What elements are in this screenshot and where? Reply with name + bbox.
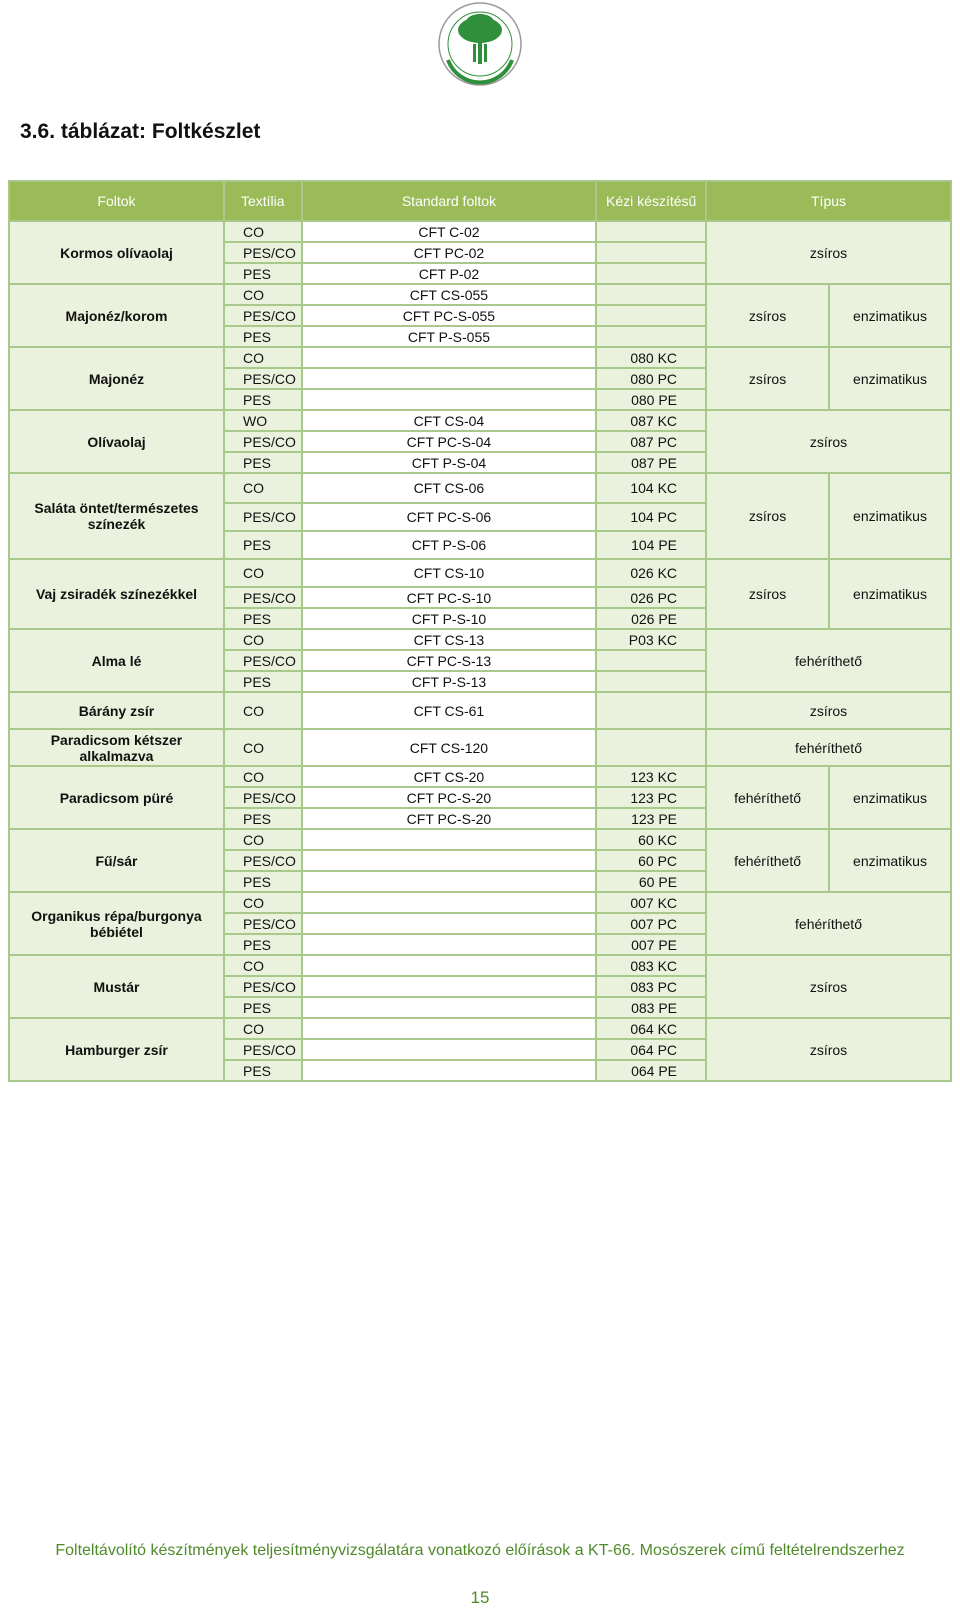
type-cell: enzimatikus <box>829 347 951 410</box>
textile-cell: PES <box>224 389 302 410</box>
header-foltok: Foltok <box>9 181 224 221</box>
textile-cell: CO <box>224 559 302 587</box>
handmade-cell: 026 KC <box>596 559 706 587</box>
table-row <box>9 892 951 913</box>
handmade-cell: 080 KC <box>596 347 706 368</box>
table-row <box>9 766 951 787</box>
type-cell: zsíros <box>706 1018 951 1081</box>
handmade-cell: 087 PC <box>596 431 706 452</box>
textile-cell: PES <box>224 997 302 1018</box>
header-tipus: Típus <box>706 181 951 221</box>
handmade-cell: 104 PC <box>596 503 706 531</box>
handmade-cell: 087 KC <box>596 410 706 431</box>
textile-cell: PES <box>224 934 302 955</box>
stain-name-cell: Alma lé <box>9 629 224 692</box>
standard-stain-cell: CFT CS-20 <box>302 766 597 787</box>
stain-name-cell: Saláta öntet/természetes színezék <box>9 473 224 559</box>
textile-cell: PES/CO <box>224 650 302 671</box>
textile-cell: PES <box>224 871 302 892</box>
textile-cell: CO <box>224 347 302 368</box>
table-row <box>9 473 951 503</box>
type-cell: enzimatikus <box>829 559 951 629</box>
textile-cell: CO <box>224 629 302 650</box>
handmade-cell: 080 PE <box>596 389 706 410</box>
standard-stain-cell <box>302 389 597 410</box>
textile-cell: PES/CO <box>224 305 302 326</box>
stain-name-cell: Olívaolaj <box>9 410 224 473</box>
stain-name-cell: Organikus répa/burgonya bébiétel <box>9 892 224 955</box>
textile-cell: CO <box>224 221 302 242</box>
table-row <box>9 692 951 729</box>
handmade-cell: 60 KC <box>596 829 706 850</box>
stain-name-cell: Paradicsom püré <box>9 766 224 829</box>
textile-cell: CO <box>224 692 302 729</box>
textile-cell: PES/CO <box>224 787 302 808</box>
textile-cell: CO <box>224 473 302 503</box>
standard-stain-cell: CFT CS-13 <box>302 629 597 650</box>
type-cell: enzimatikus <box>829 829 951 892</box>
stain-name-cell: Kormos olívaolaj <box>9 221 224 284</box>
textile-cell: CO <box>224 284 302 305</box>
stain-name-cell: Majonéz <box>9 347 224 410</box>
standard-stain-cell <box>302 997 597 1018</box>
handmade-cell <box>596 692 706 729</box>
textile-cell: PES/CO <box>224 503 302 531</box>
standard-stain-cell <box>302 892 597 913</box>
standard-stain-cell: CFT PC-S-06 <box>302 503 597 531</box>
textile-cell: PES <box>224 608 302 629</box>
textile-cell: PES/CO <box>224 242 302 263</box>
type-cell: zsíros <box>706 284 829 347</box>
handmade-cell <box>596 650 706 671</box>
textile-cell: PES <box>224 1060 302 1081</box>
handmade-cell: 026 PC <box>596 587 706 608</box>
standard-stain-cell: CFT P-02 <box>302 263 597 284</box>
type-cell: zsíros <box>706 559 829 629</box>
standard-stain-cell: CFT PC-S-13 <box>302 650 597 671</box>
stain-name-cell: Mustár <box>9 955 224 1018</box>
textile-cell: CO <box>224 729 302 766</box>
handmade-cell <box>596 671 706 692</box>
handmade-cell: 080 PC <box>596 368 706 389</box>
handmade-cell: P03 KC <box>596 629 706 650</box>
type-cell: zsíros <box>706 473 829 559</box>
textile-cell: PES/CO <box>224 587 302 608</box>
type-cell: enzimatikus <box>829 473 951 559</box>
handmade-cell <box>596 263 706 284</box>
handmade-cell: 60 PC <box>596 850 706 871</box>
handmade-cell: 123 PE <box>596 808 706 829</box>
type-cell: fehéríthető <box>706 629 951 692</box>
stain-name-cell: Paradicsom kétszer alkalmazva <box>9 729 224 766</box>
type-cell: enzimatikus <box>829 284 951 347</box>
table-row <box>9 284 951 305</box>
standard-stain-cell: CFT CS-06 <box>302 473 597 503</box>
standard-stain-cell: CFT PC-S-20 <box>302 808 597 829</box>
type-cell: enzimatikus <box>829 766 951 829</box>
standard-stain-cell: CFT P-S-06 <box>302 531 597 559</box>
type-cell: fehéríthető <box>706 766 829 829</box>
standard-stain-cell: CFT CS-120 <box>302 729 597 766</box>
stain-name-cell: Hamburger zsír <box>9 1018 224 1081</box>
standard-stain-cell <box>302 347 597 368</box>
standard-stain-cell: CFT P-S-10 <box>302 608 597 629</box>
handmade-cell: 083 KC <box>596 955 706 976</box>
standard-stain-cell: CFT PC-S-10 <box>302 587 597 608</box>
page-footer: Folteltávolító készítmények teljesítményvizsgálatára vonatkozó előírások a KT-66. Mosószerek című feltételrendszerhez <box>55 1542 905 1559</box>
stain-name-cell: Majonéz/korom <box>9 284 224 347</box>
table-title: 3.6. táblázat: Foltkészlet <box>20 120 261 143</box>
table-row <box>9 559 951 587</box>
textile-cell: CO <box>224 829 302 850</box>
textile-cell: PES/CO <box>224 850 302 871</box>
eco-label-logo <box>436 0 524 88</box>
textile-cell: PES <box>224 808 302 829</box>
header-standard: Standard foltok <box>302 181 597 221</box>
table-row <box>9 221 951 242</box>
standard-stain-cell: CFT CS-10 <box>302 559 597 587</box>
textile-cell: PES <box>224 263 302 284</box>
textile-cell: CO <box>224 1018 302 1039</box>
type-cell: fehéríthető <box>706 892 951 955</box>
standard-stain-cell <box>302 871 597 892</box>
table-row <box>9 1018 951 1039</box>
textile-cell: PES/CO <box>224 431 302 452</box>
table-row <box>9 829 951 850</box>
standard-stain-cell <box>302 934 597 955</box>
table-row <box>9 410 951 431</box>
handmade-cell: 007 PC <box>596 913 706 934</box>
textile-cell: PES/CO <box>224 1039 302 1060</box>
type-cell: fehéríthető <box>706 829 829 892</box>
handmade-cell <box>596 221 706 242</box>
standard-stain-cell <box>302 955 597 976</box>
header-textilia: Textília <box>224 181 302 221</box>
standard-stain-cell: CFT P-S-055 <box>302 326 597 347</box>
textile-cell: PES/CO <box>224 976 302 997</box>
handmade-cell <box>596 326 706 347</box>
header-row <box>9 181 951 221</box>
type-cell: zsíros <box>706 221 951 284</box>
handmade-cell: 123 PC <box>596 787 706 808</box>
textile-cell: PES <box>224 671 302 692</box>
handmade-cell: 104 KC <box>596 473 706 503</box>
page-number: 15 <box>470 1588 490 1607</box>
standard-stain-cell: CFT PC-02 <box>302 242 597 263</box>
type-cell: zsíros <box>706 955 951 1018</box>
textile-cell: PES/CO <box>224 368 302 389</box>
standard-stain-cell: CFT CS-055 <box>302 284 597 305</box>
handmade-cell: 007 KC <box>596 892 706 913</box>
standard-stain-cell <box>302 829 597 850</box>
type-cell: fehéríthető <box>706 729 951 766</box>
handmade-cell: 064 KC <box>596 1018 706 1039</box>
textile-cell: CO <box>224 892 302 913</box>
handmade-cell: 60 PE <box>596 871 706 892</box>
handmade-cell: 064 PC <box>596 1039 706 1060</box>
textile-cell: CO <box>224 955 302 976</box>
standard-stain-cell: CFT PC-S-04 <box>302 431 597 452</box>
table-row <box>9 729 951 766</box>
handmade-cell: 064 PE <box>596 1060 706 1081</box>
handmade-cell: 104 PE <box>596 531 706 559</box>
stain-name-cell: Fű/sár <box>9 829 224 892</box>
standard-stain-cell <box>302 1018 597 1039</box>
textile-cell: WO <box>224 410 302 431</box>
type-cell: zsíros <box>706 692 951 729</box>
handmade-cell <box>596 305 706 326</box>
standard-stain-cell: CFT PC-S-055 <box>302 305 597 326</box>
textile-cell: PES <box>224 531 302 559</box>
handmade-cell: 083 PE <box>596 997 706 1018</box>
textile-cell: PES <box>224 326 302 347</box>
stain-name-cell: Vaj zsiradék színezékkel <box>9 559 224 629</box>
table-row <box>9 629 951 650</box>
standard-stain-cell: CFT P-S-04 <box>302 452 597 473</box>
handmade-cell: 026 PE <box>596 608 706 629</box>
handmade-cell: 007 PE <box>596 934 706 955</box>
type-cell: zsíros <box>706 347 829 410</box>
handmade-cell <box>596 729 706 766</box>
standard-stain-cell: CFT P-S-13 <box>302 671 597 692</box>
standard-stain-cell: CFT CS-61 <box>302 692 597 729</box>
type-cell: zsíros <box>706 410 951 473</box>
table-row <box>9 347 951 368</box>
standard-stain-cell <box>302 1060 597 1081</box>
handmade-cell: 123 KC <box>596 766 706 787</box>
table-row <box>9 955 951 976</box>
standard-stain-cell: CFT PC-S-20 <box>302 787 597 808</box>
standard-stain-cell: CFT C-02 <box>302 221 597 242</box>
stain-name-cell: Bárány zsír <box>9 692 224 729</box>
textile-cell: PES/CO <box>224 913 302 934</box>
standard-stain-cell <box>302 850 597 871</box>
standard-stain-cell: CFT CS-04 <box>302 410 597 431</box>
textile-cell: PES <box>224 452 302 473</box>
textile-cell: CO <box>224 766 302 787</box>
handmade-cell: 087 PE <box>596 452 706 473</box>
header-kezi: Kézi készítésű <box>596 181 706 221</box>
standard-stain-cell <box>302 976 597 997</box>
handmade-cell <box>596 284 706 305</box>
stain-set-table <box>8 180 952 1082</box>
handmade-cell: 083 PC <box>596 976 706 997</box>
standard-stain-cell <box>302 368 597 389</box>
standard-stain-cell <box>302 1039 597 1060</box>
standard-stain-cell <box>302 913 597 934</box>
handmade-cell <box>596 242 706 263</box>
